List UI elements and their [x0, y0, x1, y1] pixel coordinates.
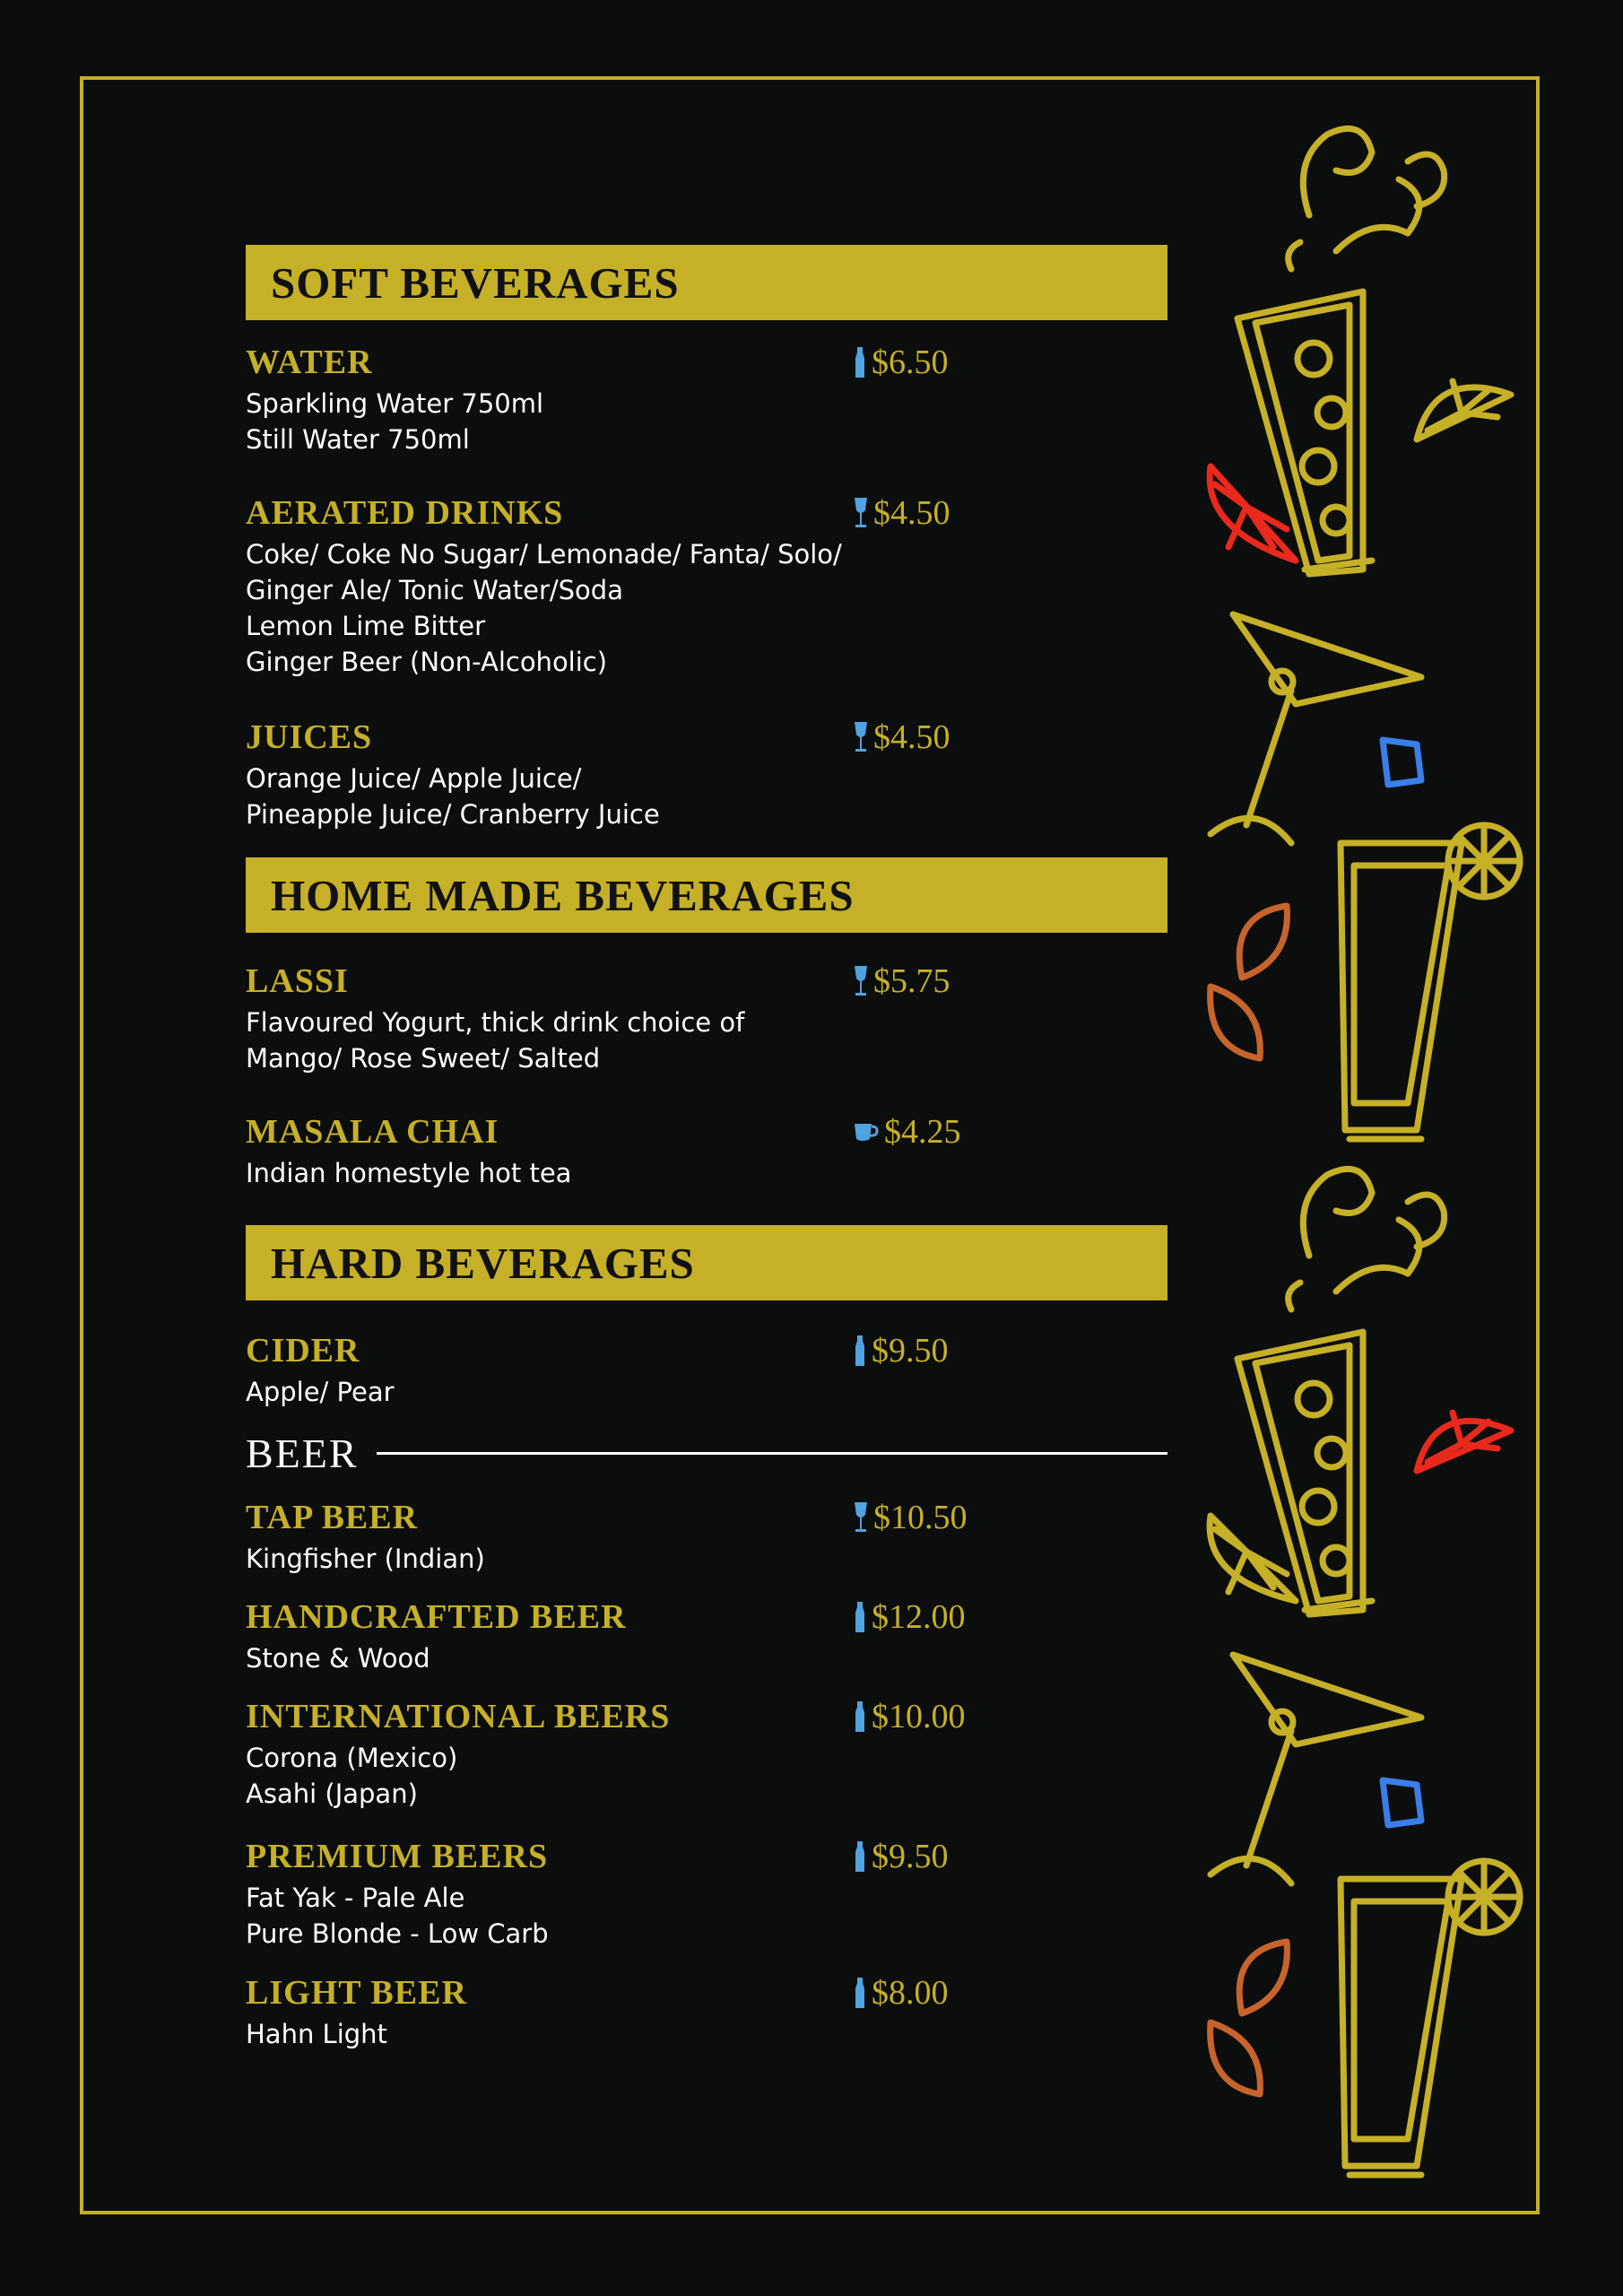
item-desc-water [246, 386, 543, 457]
beer-divider-line [377, 1452, 1167, 1455]
ice-cube-icon [1383, 1780, 1421, 1825]
bottle-icon [854, 1978, 866, 2008]
desc-line: Ginger Beer (Non-Alcoholic) [246, 647, 608, 677]
price-value: $10.00 [872, 1698, 966, 1735]
red-citrus-slice-icon [1417, 1413, 1511, 1471]
section-title: SOFT BEVERAGES [271, 257, 680, 308]
item-title-cider: CIDER [246, 1332, 360, 1370]
section-banner-soft-beverages [246, 245, 1167, 320]
item-price-light-beer [854, 1973, 949, 2013]
price-value: $6.50 [872, 344, 949, 381]
price-value: $4.25 [884, 1113, 961, 1151]
bottle-icon [854, 1335, 866, 1366]
section-banner-hard-beverages [246, 1225, 1167, 1300]
splash-icon [1289, 128, 1445, 269]
martini-glass-icon [1211, 614, 1421, 843]
item-price-international-beers [854, 1697, 966, 1736]
item-desc-masala-chai [246, 1155, 571, 1191]
desc-line: Lemon Lime Bitter [246, 611, 486, 641]
cup-icon [854, 1121, 879, 1143]
bottle-icon [854, 1701, 866, 1732]
item-desc-handcrafted-beer [246, 1640, 430, 1676]
item-price-masala-chai [854, 1112, 961, 1152]
tall-glass-icon [1237, 1332, 1372, 1614]
item-title-lassi: LASSI [246, 962, 349, 1000]
desc-line: Pineapple Juice/ Cranberry Juice [246, 799, 660, 830]
item-title-international-beers: INTERNATIONAL BEERS [246, 1698, 671, 1735]
item-desc-aerated-drinks [246, 536, 842, 680]
cocktail-illustration-column [1193, 108, 1533, 2197]
section-title: HARD BEVERAGES [271, 1238, 695, 1288]
item-desc-juices [246, 761, 660, 832]
glass-icon [854, 966, 868, 996]
martini-glass-icon [1211, 1655, 1421, 1883]
desc-line: Orange Juice/ Apple Juice/ [246, 763, 582, 794]
bottle-icon [854, 1602, 866, 1632]
desc-line: Asahi (Japan) [246, 1779, 418, 1809]
glass-icon [854, 722, 868, 752]
price-value: $4.50 [873, 718, 950, 756]
glass-with-orange-icon [1341, 1861, 1520, 2175]
item-title-handcrafted-beer: HANDCRAFTED BEER [246, 1598, 627, 1636]
item-price-water [854, 343, 949, 382]
price-value: $10.50 [873, 1499, 968, 1536]
price-value: $8.00 [872, 1974, 949, 2012]
item-desc-cider [246, 1374, 395, 1410]
desc-line: Flavoured Yogurt, thick drink choice of [246, 1007, 745, 1038]
item-title-aerated-drinks: AERATED DRINKS [246, 494, 564, 532]
ice-cube-icon [1383, 740, 1421, 785]
item-title-premium-beers: PREMIUM BEERS [246, 1838, 549, 1875]
item-price-aerated-drinks [854, 493, 950, 533]
desc-line: Apple/ Pear [246, 1377, 395, 1407]
price-value: $12.00 [872, 1598, 966, 1636]
desc-line: Corona (Mexico) [246, 1743, 458, 1773]
desc-line: Kingfisher (Indian) [246, 1544, 485, 1574]
item-title-light-beer: LIGHT BEER [246, 1974, 467, 2012]
glass-with-orange-icon [1341, 825, 1520, 1139]
desc-line: Indian homestyle hot tea [246, 1158, 572, 1188]
desc-line: Fat Yak - Pale Ale [246, 1883, 465, 1913]
item-title-tap-beer: TAP BEER [246, 1499, 419, 1536]
item-price-lassi [854, 961, 950, 1001]
item-title-masala-chai: MASALA CHAI [246, 1113, 499, 1151]
tall-glass-icon [1237, 291, 1372, 574]
item-price-premium-beers [854, 1837, 949, 1876]
leaf-icon [1211, 906, 1288, 1058]
desc-line: Coke/ Coke No Sugar/ Lemonade/ Fanta/ Solo/ [246, 539, 842, 570]
item-title-water: WATER [246, 344, 373, 381]
lemon-slice-icon [1417, 381, 1511, 439]
item-desc-premium-beers [246, 1880, 549, 1952]
desc-line: Mango/ Rose Sweet/ Salted [246, 1043, 601, 1074]
section-title: HOME MADE BEVERAGES [271, 870, 855, 920]
price-value: $9.50 [872, 1332, 949, 1370]
desc-line: Ginger Ale/ Tonic Water/Soda [246, 575, 623, 605]
bottle-icon [854, 347, 866, 378]
desc-line: Stone & Wood [246, 1643, 430, 1674]
item-price-tap-beer [854, 1498, 968, 1537]
beer-subheading: BEER [246, 1431, 359, 1476]
item-desc-international-beers [246, 1740, 457, 1812]
item-desc-light-beer [246, 2016, 387, 2052]
item-price-cider [854, 1331, 949, 1370]
item-title-juices: JUICES [246, 718, 373, 756]
item-price-handcrafted-beer [854, 1597, 966, 1637]
price-value: $4.50 [873, 494, 950, 532]
leaf-icon [1211, 1942, 1288, 2094]
desc-line: Pure Blonde - Low Carb [246, 1918, 549, 1949]
glass-icon [854, 498, 868, 528]
section-banner-home-made-beverages [246, 857, 1167, 933]
desc-line: Still Water 750ml [246, 424, 470, 455]
item-desc-tap-beer [246, 1541, 485, 1577]
price-value: $9.50 [872, 1838, 949, 1875]
price-value: $5.75 [873, 962, 950, 1000]
desc-line: Sparkling Water 750ml [246, 388, 544, 419]
bottle-icon [854, 1841, 866, 1872]
glass-icon [854, 1502, 868, 1533]
splash-icon [1289, 1169, 1445, 1309]
item-desc-lassi [246, 1004, 744, 1076]
desc-line: Hahn Light [246, 2019, 387, 2049]
item-price-juices [854, 718, 950, 757]
